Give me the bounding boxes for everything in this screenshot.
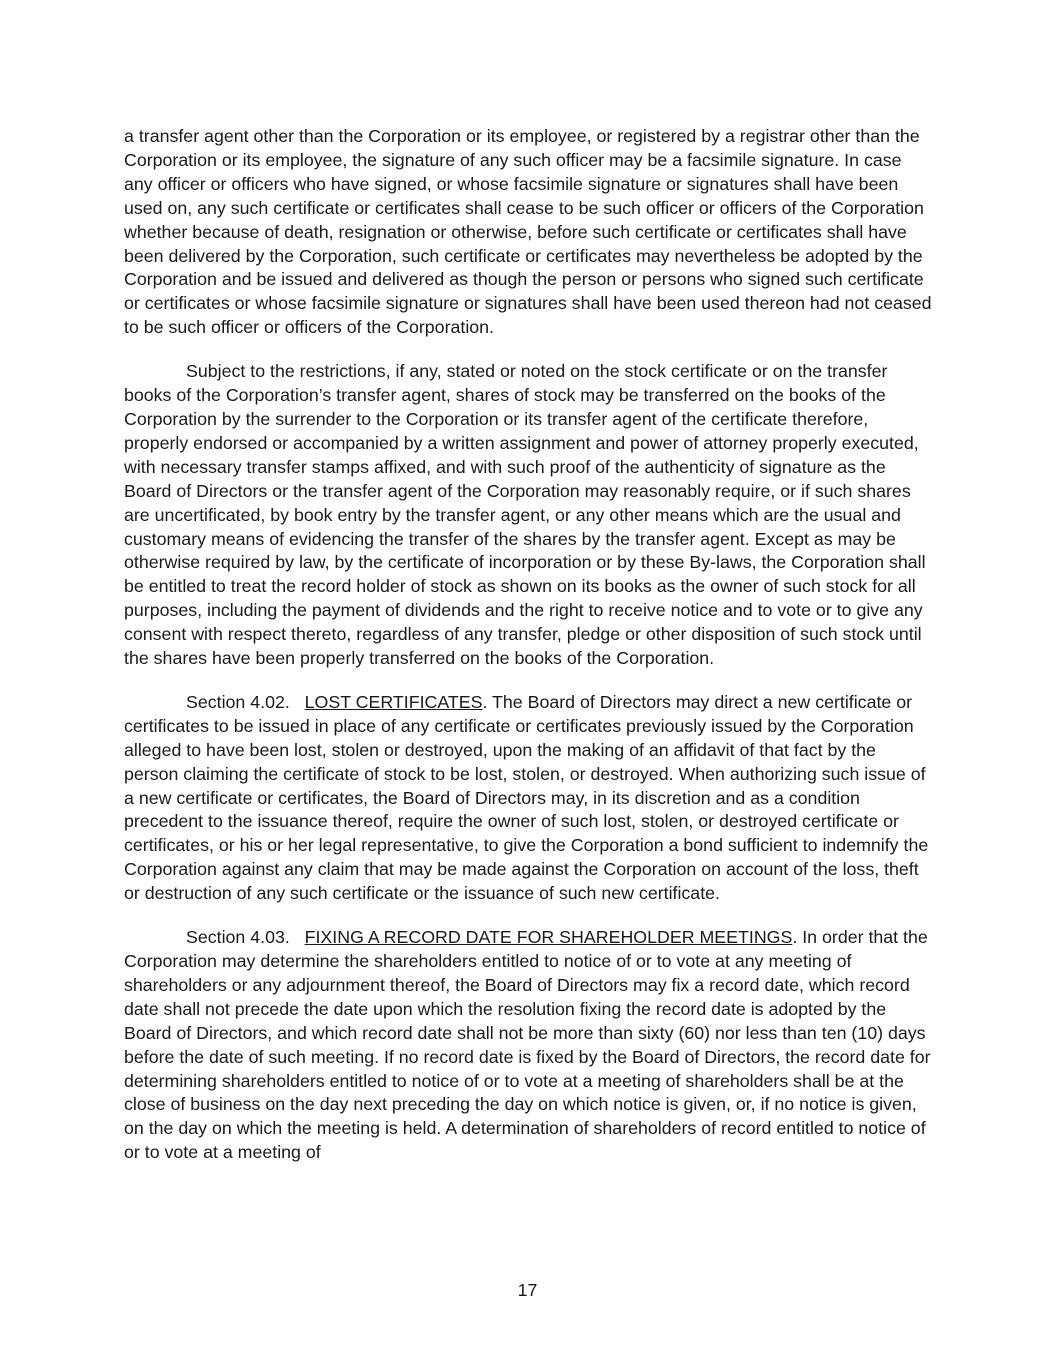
section-4-03 xyxy=(124,926,934,1165)
page-number: 17 xyxy=(517,1280,538,1300)
section-number: Section 4.02. xyxy=(186,691,290,712)
document-page xyxy=(124,125,934,1185)
section-body: . The Board of Directors may direct a new certificate or certificates to be issued in place of any certificate or certificates previously issued by the Corporation alleged to have been lost, stolen or destroyed, upon the making of an affidavit of that fact by the person claiming the certificate of stock to be lost, stolen, or destroyed. When authorizing such issue of a new certificate or certificates, the Board of Directors may, in its discretion and as a condition precedent to the issuance thereof, require the owner of such lost, stolen, or destroyed certificate or certificates, or his or her legal representative, to give the Corporation a bond sufficient to indemnify the Corporation against any claim that may be made against the Corporation on account of the loss, theft or destruction of any such certificate or the issuance of such new certificate. xyxy=(124,691,929,904)
section-4-02 xyxy=(124,691,934,906)
section-heading: FIXING A RECORD DATE FOR SHAREHOLDER MEETINGS xyxy=(304,927,793,948)
section-number: Section 4.03. xyxy=(186,927,290,948)
section-body: . In order that the Corporation may determine the shareholders entitled to notice of or to vote at any meeting of shareholders or any adjournment thereof, the Board of Directors may fix a record date, which record date shall not precede the date upon which the resolution fixing the record date is adopted by the Board of Directors, and which record date shall not be more than sixty (60) nor less than ten (10) days before the date of such meeting. If no record date is fixed by the Board of Directors, the record date for determining shareholders entitled to notice of or to vote at a meeting of shareholders shall be at the close of business on the day next preceding the day on which notice is given, or, if no notice is given, on the day on which the meeting is held. A determination of shareholders of record entitled to notice of or to vote at a meeting of xyxy=(124,927,931,1163)
paragraph-transfer-of-shares: Subject to the restrictions, if any, stated or noted on the stock certificate or on the transfer books of the Corporation’s transfer agent, shares of stock may be transferred on the books of the Corporation by the surrender to the Corporation or its transfer agent of the certificate therefore, properly endorsed or accompanied by a written assignment and power of attorney properly executed, with necessary transfer stamps affixed, and with such proof of the authenticity of signature as the Board of Directors or the transfer agent of the Corporation may reasonably require, or if such shares are uncertificated, by book entry by the transfer agent, or any other means which are the usual and customary means of evidencing the transfer of the shares by the transfer agent. Except as may be otherwise required by law, by the certificate of incorporation or by these By-laws, the Corporation shall be entitled to treat the record holder of stock as shown on its books as the owner of such stock for all purposes, including the payment of dividends and the right to receive notice and to vote or to give any consent with respect thereto, regardless of any transfer, pledge or other disposition of such stock until the shares have been properly transferred on the books of the Corporation. xyxy=(124,361,926,669)
section-heading: LOST CERTIFICATES xyxy=(304,691,483,712)
paragraph-signature-facsimile: a transfer agent other than the Corporation or its employee, or registered by a registrar other than the Corporation or its employee, the signature of any such officer may be a facsimile signature. In case any officer or officers who have signed, or whose facsimile signature or signatures shall have been used on, any such certificate or certificates shall cease to be such officer or officers of the Corporation whether because of death, resignation or otherwise, before such certificate or certificates shall have been delivered by the Corporation, such certificate or certificates may nevertheless be adopted by the Corporation and be issued and delivered as though the person or persons who signed such certificate or certificates or whose facsimile signature or signatures shall have been used thereon had not ceased to be such officer or officers of the Corporation. xyxy=(124,126,932,338)
